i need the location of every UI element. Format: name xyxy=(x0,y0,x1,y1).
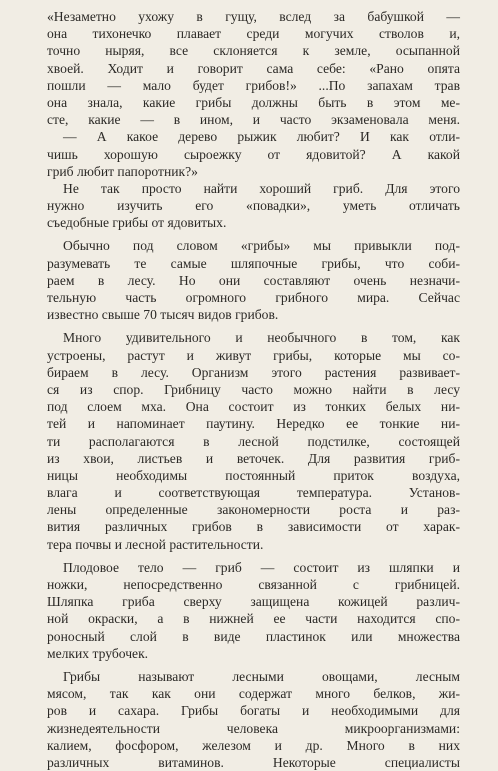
text-line: Обычно под словом «грибы» мы привыкли под- xyxy=(63,238,460,254)
text-line: «Незаметно ухожу в гущу, вслед за бабушкой — xyxy=(47,9,460,24)
text-line: гриб любит папоротник?» xyxy=(47,163,198,179)
text-line: ся из спор. Грибницу часто можно найти в лесу xyxy=(47,381,460,397)
text-line: вития различных грибов в зависимости от харак- xyxy=(47,519,460,535)
paragraph-mushroom-kingdom xyxy=(47,237,460,323)
text-line: она тихонечко плавает среди могучих стволов и, xyxy=(47,26,460,42)
paragraph-fruiting-body xyxy=(47,559,460,662)
text-line: ти располагаются в лесной подстилке, состоящей xyxy=(47,433,460,449)
paragraph-nutrition xyxy=(47,668,460,771)
text-line: роносный слой в виде пластинок или множества xyxy=(47,628,460,644)
text-line: Шляпка гриба сверху защищена кожицей различ- xyxy=(47,594,460,610)
text-line: раем в лесу. Но они составляют очень незначи- xyxy=(47,272,460,288)
text-line: пошли — мало будет грибов!» ...По запахам трав xyxy=(47,77,460,93)
text-line: Не так просто найти хороший гриб. Для этого xyxy=(63,180,460,196)
text-line: Плодовое тело — гриб — состоит из шляпки и xyxy=(63,559,460,575)
text-line: она знала, какие грибы должны быть в этом ме- xyxy=(47,94,460,110)
text-line: лены определенные закономерности роста и раз- xyxy=(47,502,460,518)
text-line: тельную часть огромного грибного мира. Сейчас xyxy=(47,290,460,305)
page-text xyxy=(47,8,460,771)
text-line: тей и напоминает паутину. Нередко ее тонкие ни- xyxy=(47,416,460,432)
text-line: ной окраски, а в нижней ее части находится спо- xyxy=(47,611,460,627)
text-line: нужно изучить его «повадки», уметь отличать xyxy=(47,198,460,214)
text-line: влага и соответствующая температура. Установ- xyxy=(47,485,460,501)
text-line: сте, какие — в ином, и часто экзаменовала меня. xyxy=(47,112,460,128)
text-line: из хвои, листьев и веточек. Для развития гриб- xyxy=(47,450,460,466)
text-line: тера почвы и лесной растительности. xyxy=(47,536,264,552)
text-line: под слоем мха. Она состоит из тонких белых ни- xyxy=(47,399,460,415)
paragraph-finding-mushrooms xyxy=(47,180,460,232)
text-line: калием, фосфором, железом и др. Много в них xyxy=(47,737,460,753)
text-line: устроены, растут и живут грибы, которые мы со- xyxy=(47,347,460,363)
text-line: съедобные грибы от ядовитых. xyxy=(47,215,227,231)
text-line: точно ныряя, все склоняется к земле, осыпанной xyxy=(47,43,460,59)
text-line: известно свыше 70 тысяч видов грибов. xyxy=(47,307,279,323)
text-line: жизнедеятельности человека микроорганизмами: xyxy=(47,720,460,736)
text-line: хвоей. Ходит и говорит сама себе: «Рано опята xyxy=(47,60,460,76)
text-line: мелких трубочек. xyxy=(47,645,149,661)
text-line: различных витаминов. Некоторые специалисты xyxy=(47,754,460,770)
paragraph-mycelium xyxy=(47,329,460,552)
text-line: мясом, так как они содержат много белков, жи- xyxy=(47,686,460,702)
text-line: ницы необходимы постоянный приток воздуха, xyxy=(47,467,460,483)
text-line: разумевать те самые шляпочные грибы, что соби- xyxy=(47,255,460,271)
text-line: Много удивительного и необычного в том, как xyxy=(63,330,460,346)
text-line: Грибы называют лесными овощами, лесным xyxy=(63,668,460,684)
text-line: бираем в лесу. Организм этого растения развивает- xyxy=(47,364,460,380)
text-line: — А какое дерево рыжик любит? И как отли- xyxy=(63,129,460,145)
text-line: ножки, непосредственно связанной с грибницей. xyxy=(47,577,460,592)
paragraph-quote xyxy=(47,8,460,180)
text-line: чишь хорошую сыроежку от ядовитой? А какой xyxy=(47,146,460,162)
text-line: ров и сахара. Грибы богаты и необходимыми для xyxy=(47,703,460,719)
